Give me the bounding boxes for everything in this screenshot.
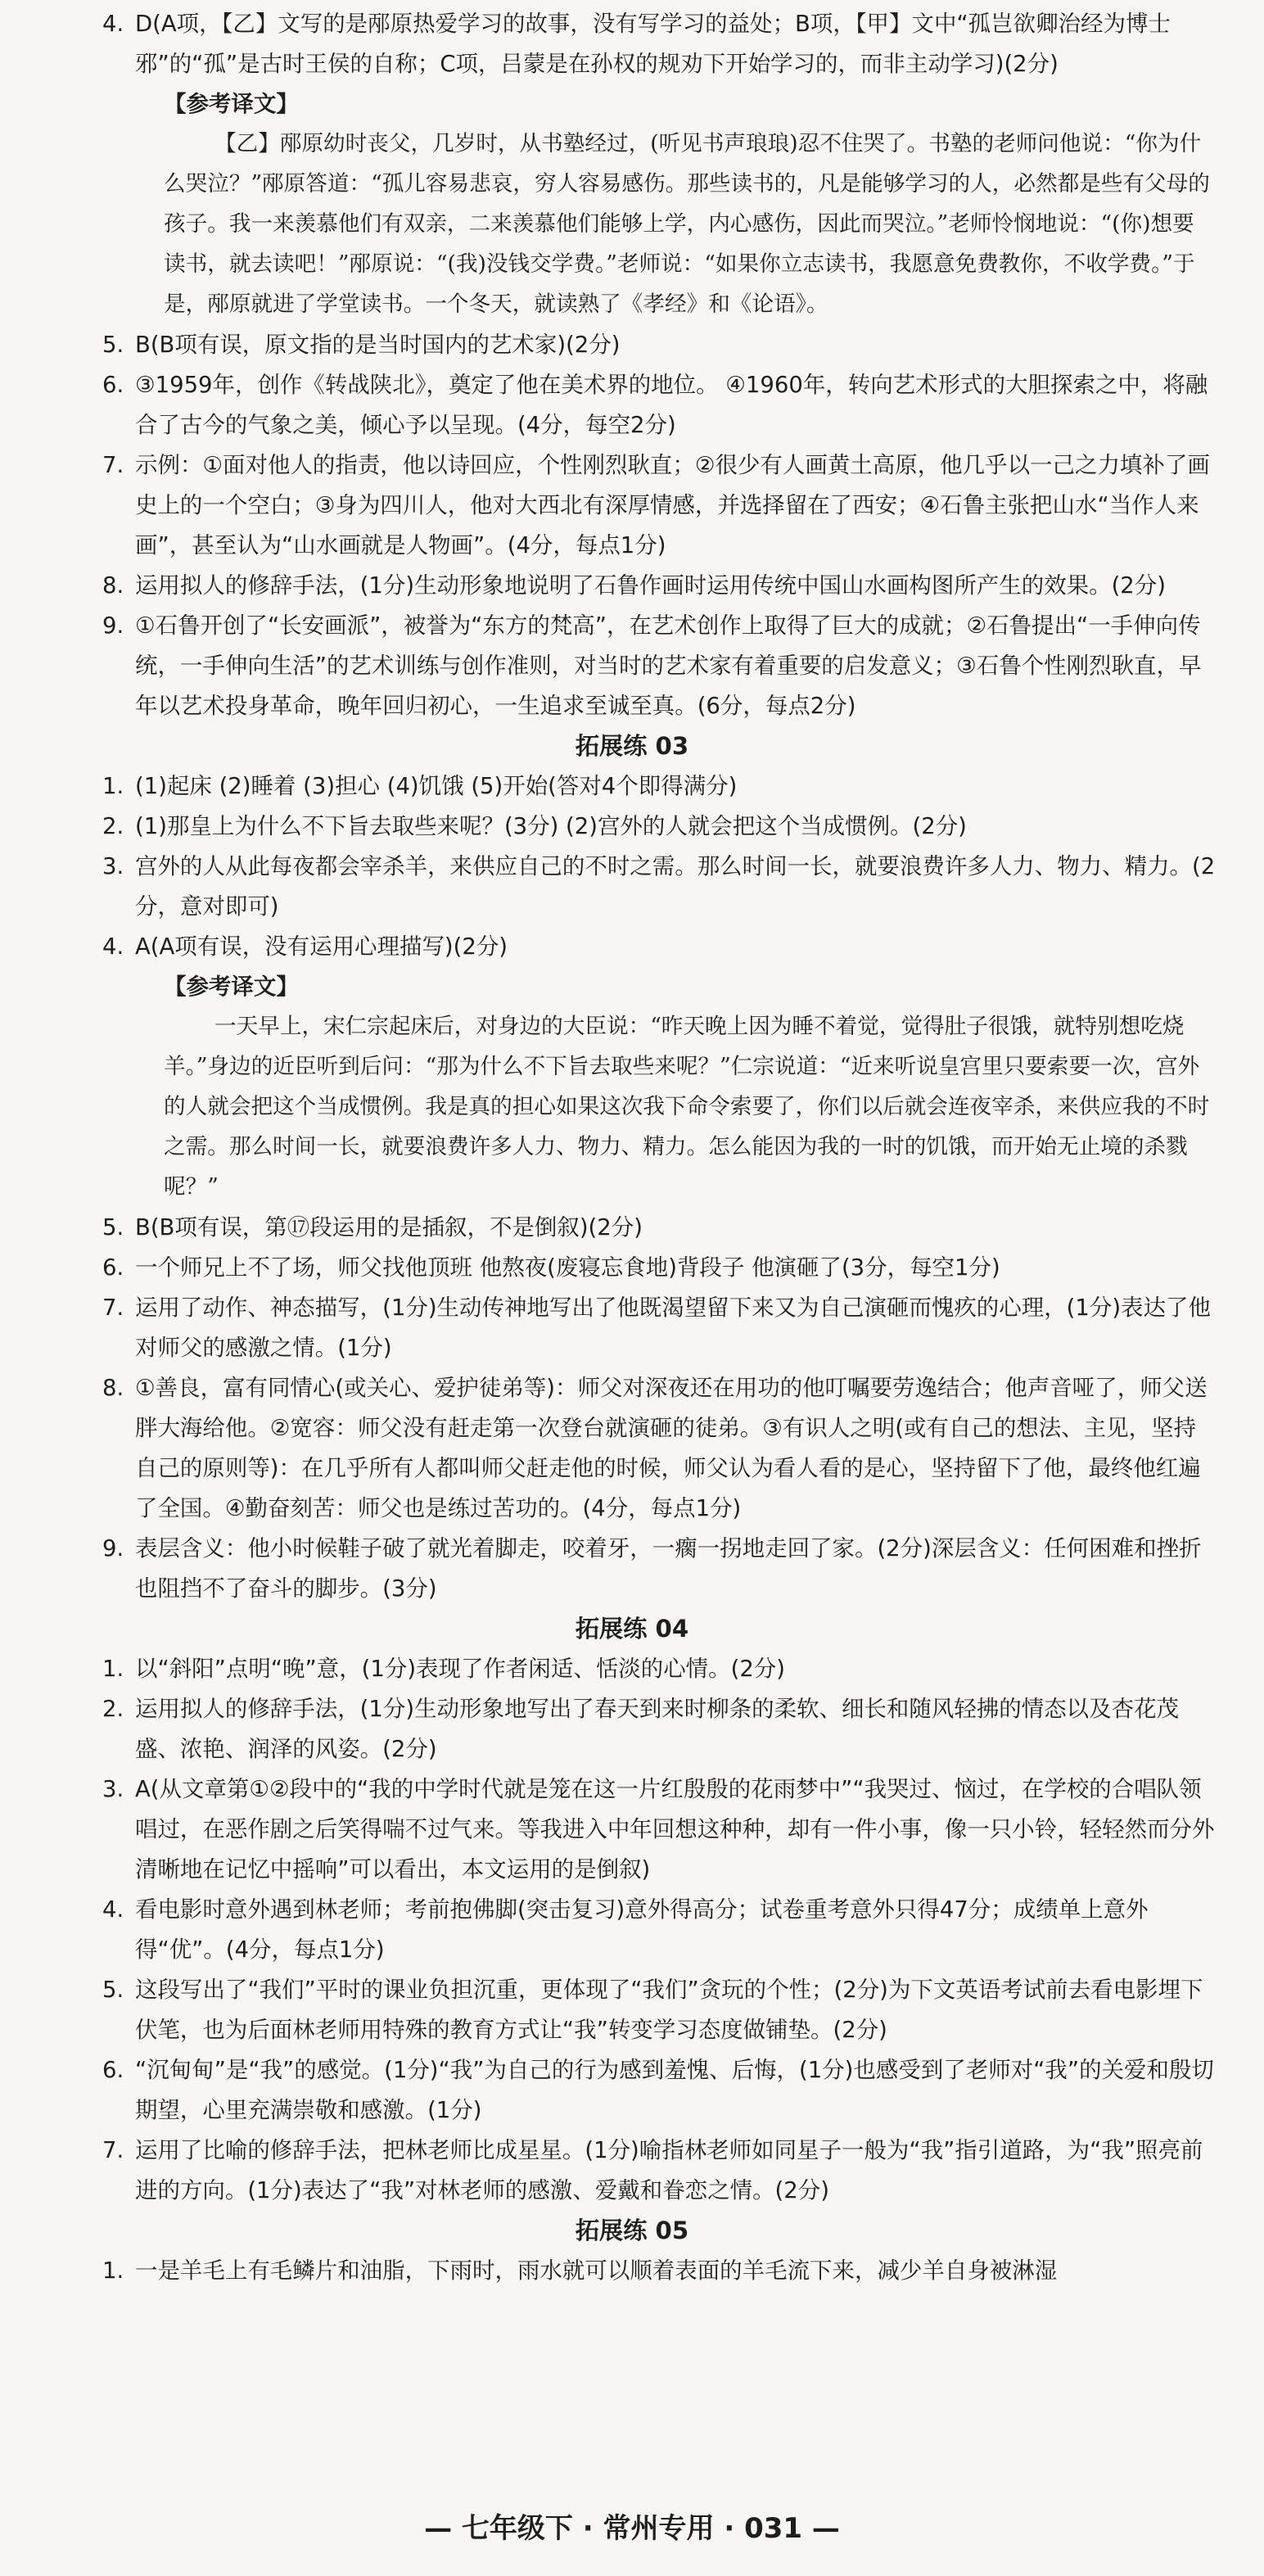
answer-text: 看电影时意外遇到林老师；考前抱佛脚(突击复习)意外得高分；试卷重考意外只得47分；成绩单上意外得“优”。(4分，每点1分)	[135, 1896, 1149, 1963]
answer-text: B(B项有误，第⑰段运用的是插叙，不是倒叙)(2分)	[135, 1214, 643, 1241]
reference-translation-text: 【乙】邴原幼时丧父，几岁时，从书塾经过，(听见书声琅琅)忍不住哭了。书塾的老师问他说：“你为什么哭泣？”邴原答道：“孤儿容易悲哀，穷人容易感伤。那些读书的，凡是能够学习的人，必然都是些有父母的孩子。我一来羡慕他们有双亲，二来羡慕他们能够上学，内心感伤，因此而哭泣。”老师怜悯地说：“(你)想要读书，就去读吧！”邴原说：“(我)没钱交学费。”老师说：“如果你立志读书，我愿意免费教你，不收学费。”于是，邴原就进了学堂读书。一个冬天，就读熟了《孝经》和《论语》。	[164, 131, 1210, 317]
answer-text: A(A项有误，没有运用心理描写)(2分)	[135, 933, 508, 960]
list-item: 4. D(A项，【乙】文写的是邴原热爱学习的故事，没有写学习的益处；B项，【甲】文中“孤岂欲卿治经为博士邪”的“孤”是古时王侯的自称；C项，吕蒙是在孙权的规劝下开始学习的，而非主动学习)(2分)	[102, 11, 1171, 77]
page-footer: — 七年级下 · 常州专用 · 031 —	[424, 2512, 840, 2545]
answer-text: 这段写出了“我们”平时的课业负担沉重，更体现了“我们”贪玩的个性；(2分)为下文英语考试前去看电影埋下伏笔，也为后面林老师用特殊的教育方式让“我”转变学习态度做铺垫。(2分)	[135, 1977, 1203, 2043]
list-item: 9. 表层含义：他小时候鞋子破了就光着脚走，咬着牙，一瘸一拐地走回了家。(2分)深层含义：任何困难和挫折也阻挡不了奋斗的脚步。(3分)	[102, 1535, 1202, 1602]
list-item: 7. 运用了比喻的修辞手法，把林老师比成星星。(1分)喻指林老师如同星子一般为“我”指引道路，为“我”照亮前进的方向。(1分)表达了“我”对林老师的感激、爱戴和眷恋之情。(2分)	[102, 2137, 1203, 2203]
list-item: 5. B(B项有误，原文指的是当时国内的艺术家)(2分)	[102, 332, 621, 358]
list-item: 6. “沉甸甸”是“我”的感觉。(1分)“我”为自己的行为感到羞愧、后悔，(1分)也感受到了老师对“我”的关爱和殷切期望，心里充满崇敬和感激。(1分)	[102, 2057, 1214, 2123]
list-item: 1. 一是羊毛上有毛鳞片和油脂，下雨时，雨水就可以顺着表面的羊毛流下来，减少羊自身被淋湿	[102, 2257, 1058, 2284]
reference-translation-label: 【参考译文】	[164, 974, 299, 1000]
answer-text: “沉甸甸”是“我”的感觉。(1分)“我”为自己的行为感到羞愧、后悔，(1分)也感受到了老师对“我”的关爱和殷切期望，心里充满崇敬和感激。(1分)	[135, 2057, 1214, 2123]
list-item: 7. 示例：①面对他人的指责，他以诗回应，个性刚烈耿直；②很少有人画黄土高原，他几乎以一己之力填补了画史上的一个空白；③身为四川人，他对大西北有深厚情感，并选择留在了西安；④石鲁主张把山水“当作人来画”，甚至认为“山水画就是人物画”。(4分，每点1分)	[102, 452, 1210, 558]
section-heading-03: 拓展练 03	[575, 732, 689, 760]
answer-text: 表层含义：他小时候鞋子破了就光着脚走，咬着牙，一瘸一拐地走回了家。(2分)深层含义：任何困难和挫折也阻挡不了奋斗的脚步。(3分)	[135, 1535, 1202, 1602]
reference-translation-label: 【参考译文】	[164, 91, 299, 117]
section-heading-04: 拓展练 04	[575, 1615, 689, 1643]
answer-text: 运用了动作、神态描写，(1分)生动传神地写出了他既渴望留下来又为自己演砸而愧疚的心理，(1分)表达了他对师父的感激之情。(1分)	[135, 1295, 1211, 1361]
reference-translation-text: 一天早上，宋仁宗起床后，对身边的大臣说：“昨天晚上因为睡不着觉，觉得肚子很饿，就特别想吃烧羊。”身边的近臣听到后问：“那为什么不下旨去取些来呢？”仁宗说道：“近来听说皇宫里只要索要一次，宫外的人就会把这个当成惯例。我是真的担心如果这次我下命令索要了，你们以后就会连夜宰杀，来供应我的不时之需。那么时间一长，就要浪费许多人力、物力、精力。怎么能因为我的一时的饥饿，而开始无止境的杀戮呢？”	[164, 1014, 1210, 1200]
answer-text: 一个师兄上不了场，师父找他顶班 他熬夜(废寝忘食地)背段子 他演砸了(3分，每空1分)	[135, 1254, 1000, 1281]
answer-text: (1)起床 (2)睡着 (3)担心 (4)饥饿 (5)开始(答对4个即得满分)	[135, 773, 738, 799]
list-item: 5. B(B项有误，第⑰段运用的是插叙，不是倒叙)(2分)	[102, 1214, 643, 1241]
list-item: 7. 运用了动作、神态描写，(1分)生动传神地写出了他既渴望留下来又为自己演砸而愧疚的心理，(1分)表达了他对师父的感激之情。(1分)	[102, 1295, 1211, 1361]
list-item: 9. ①石鲁开创了“长安画派”，被誉为“东方的梵高”，在艺术创作上取得了巨大的成就；②石鲁提出“一手伸向传统，一手伸向生活”的艺术训练与创作准则，对当时的艺术家有着重要的启发意义；③石鲁个性刚烈耿直，早年以艺术投身革命，晚年回归初心，一生追求至诚至真。(6分，每点2分)	[102, 612, 1202, 719]
list-item: 5. 这段写出了“我们”平时的课业负担沉重，更体现了“我们”贪玩的个性；(2分)为下文英语考试前去看电影埋下伏笔，也为后面林老师用特殊的教育方式让“我”转变学习态度做铺垫。(2分)	[102, 1977, 1203, 2043]
answer-text: ①善良，富有同情心(或关心、爱护徒弟等)：师父对深夜还在用功的他叮嘱要劳逸结合；他声音哑了，师父送胖大海给他。②宽容：师父没有赶走第一次登台就演砸的徒弟。③有识人之明(或有自己的想法、主见，坚持自己的原则等)：在几乎所有人都叫师父赶走他的时候，师父认为看人看的是心，坚持留下了他，最终他红遍了全国。④勤奋刻苦：师父也是练过苦功的。(4分，每点1分)	[135, 1375, 1208, 1521]
list-item: 6. 一个师兄上不了场，师父找他顶班 他熬夜(废寝忘食地)背段子 他演砸了(3分，每空1分)	[102, 1254, 1000, 1281]
list-item: 8. ①善良，富有同情心(或关心、爱护徒弟等)：师父对深夜还在用功的他叮嘱要劳逸结合；他声音哑了，师父送胖大海给他。②宽容：师父没有赶走第一次登台就演砸的徒弟。③有识人之明(或有自己的想法、主见，坚持自己的原则等)：在几乎所有人都叫师父赶走他的时候，师父认为看人看的是心，坚持留下了他，最终他红遍了全国。④勤奋刻苦：师父也是练过苦功的。(4分，每点1分)	[102, 1375, 1208, 1521]
list-item: 1. (1)起床 (2)睡着 (3)担心 (4)饥饿 (5)开始(答对4个即得满分)	[102, 773, 738, 799]
list-item: 3. A(从文章第①②段中的“我的中学时代就是笼在这一片红殷殷的花雨梦中”“我哭过、恼过，在学校的合唱队领唱过，在恶作剧之后笑得喘不过气来。等我进入中年回想这种种，却有一件小事，像一只小铃，轻轻然而分外清晰地在记忆中摇响”可以看出，本文运用的是倒叙)	[102, 1776, 1215, 1882]
answer-text: 运用拟人的修辞手法，(1分)生动形象地说明了石鲁作画时运用传统中国山水画构图所产生的效果。(2分)	[135, 572, 1166, 599]
answer-text: B(B项有误，原文指的是当时国内的艺术家)(2分)	[135, 332, 621, 358]
answer-text: 以“斜阳”点明“晚”意，(1分)表现了作者闲适、恬淡的心情。(2分)	[135, 1656, 785, 1682]
answer-text: 宫外的人从此每夜都会宰杀羊，来供应自己的不时之需。那么时间一长，就要浪费许多人力、物力、精力。(2分，意对即可)	[135, 853, 1216, 920]
list-item: 2. 运用拟人的修辞手法，(1分)生动形象地写出了春天到来时柳条的柔软、细长和随风轻拂的情态以及杏花茂盛、浓艳、润泽的风姿。(2分)	[102, 1696, 1180, 1762]
answer-text: 一是羊毛上有毛鳞片和油脂，下雨时，雨水就可以顺着表面的羊毛流下来，减少羊自身被淋湿	[135, 2257, 1058, 2284]
list-item: 1. 以“斜阳”点明“晚”意，(1分)表现了作者闲适、恬淡的心情。(2分)	[102, 1656, 785, 1682]
answer-text: ①石鲁开创了“长安画派”，被誉为“东方的梵高”，在艺术创作上取得了巨大的成就；②石鲁提出“一手伸向传统，一手伸向生活”的艺术训练与创作准则，对当时的艺术家有着重要的启发意义；③石鲁个性刚烈耿直，早年以艺术投身革命，晚年回归初心，一生追求至诚至真。(6分，每点2分)	[135, 612, 1202, 719]
list-item: 4. 看电影时意外遇到林老师；考前抱佛脚(突击复习)意外得高分；试卷重考意外只得47分；成绩单上意外得“优”。(4分，每点1分)	[102, 1896, 1149, 1963]
answer-text: A(从文章第①②段中的“我的中学时代就是笼在这一片红殷殷的花雨梦中”“我哭过、恼过，在学校的合唱队领唱过，在恶作剧之后笑得喘不过气来。等我进入中年回想这种种，却有一件小事，像一只小铃，轻轻然而分外清晰地在记忆中摇响”可以看出，本文运用的是倒叙)	[135, 1776, 1215, 1882]
answer-text: 示例：①面对他人的指责，他以诗回应，个性刚烈耿直；②很少有人画黄土高原，他几乎以一己之力填补了画史上的一个空白；③身为四川人，他对大西北有深厚情感，并选择留在了西安；④石鲁主张把山水“当作人来画”，甚至认为“山水画就是人物画”。(4分，每点1分)	[135, 452, 1210, 558]
section-heading-05: 拓展练 05	[575, 2217, 689, 2244]
answer-text: ③1959年，创作《转战陕北》，奠定了他在美术界的地位。 ④1960年，转向艺术形式的大胆探索之中，将融合了古今的气象之美，倾心予以呈现。(4分，每空2分)	[135, 372, 1208, 438]
answer-text: 运用了比喻的修辞手法，把林老师比成星星。(1分)喻指林老师如同星子一般为“我”指引道路，为“我”照亮前进的方向。(1分)表达了“我”对林老师的感激、爱戴和眷恋之情。(2分)	[135, 2137, 1203, 2203]
answer-text: 运用拟人的修辞手法，(1分)生动形象地写出了春天到来时柳条的柔软、细长和随风轻拂的情态以及杏花茂盛、浓艳、润泽的风姿。(2分)	[135, 1696, 1180, 1762]
list-item: 4. A(A项有误，没有运用心理描写)(2分)	[102, 933, 508, 960]
list-item: 3. 宫外的人从此每夜都会宰杀羊，来供应自己的不时之需。那么时间一长，就要浪费许多人力、物力、精力。(2分，意对即可)	[102, 853, 1216, 920]
answer-text: D(A项，【乙】文写的是邴原热爱学习的故事，没有写学习的益处；B项，【甲】文中“孤岂欲卿治经为博士邪”的“孤”是古时王侯的自称；C项，吕蒙是在孙权的规劝下开始学习的，而非主动学习)(2分)	[135, 11, 1171, 77]
list-item: 2. (1)那皇上为什么不下旨去取些来呢？(3分) (2)宫外的人就会把这个当成惯例。(2分)	[102, 813, 967, 839]
list-item: 6. ③1959年，创作《转战陕北》，奠定了他在美术界的地位。 ④1960年，转向艺术形式的大胆探索之中，将融合了古今的气象之美，倾心予以呈现。(4分，每空2分)	[102, 372, 1208, 438]
list-item: 8. 运用拟人的修辞手法，(1分)生动形象地说明了石鲁作画时运用传统中国山水画构图所产生的效果。(2分)	[102, 572, 1166, 599]
answer-text: (1)那皇上为什么不下旨去取些来呢？(3分) (2)宫外的人就会把这个当成惯例。(2分)	[135, 813, 967, 839]
